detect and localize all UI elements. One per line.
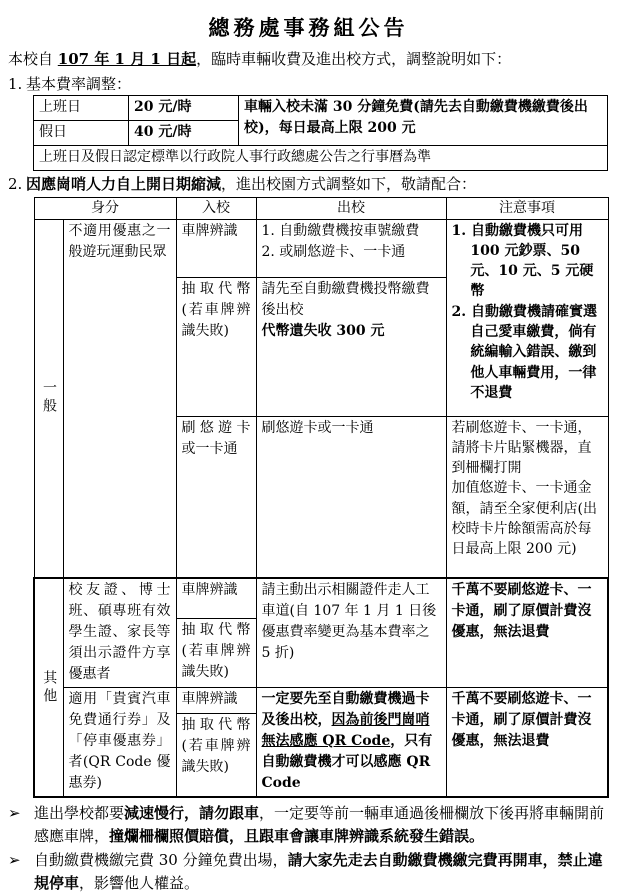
col-header-identity: 身分 <box>34 197 176 219</box>
notes-no-swipe: 千萬不要刷悠遊卡、一卡通，刷了原價計費沒優惠，無法退費 <box>446 578 608 688</box>
bullet2-s3: ，影響他人權益。 <box>79 874 199 892</box>
section1-heading <box>8 73 609 96</box>
intro-paragraph <box>8 48 609 71</box>
exit-token <box>256 277 446 416</box>
entry-token: 抽取代幣(若車牌辨識失敗) <box>176 619 256 688</box>
section1-title: 基本費率調整： <box>26 75 131 93</box>
table-header-row <box>34 197 608 219</box>
bullet1-s4-bold: 撞爛柵欄照價賠償，且跟車會讓車牌辨識系統發生錯誤。 <box>109 827 484 845</box>
bullet-pay-first <box>8 849 609 895</box>
notes-general <box>446 219 608 416</box>
exit-qr-code <box>256 688 446 798</box>
entry-token: 抽取代幣(若車牌辨識失敗) <box>176 714 256 797</box>
bullet-slow-down <box>8 802 609 849</box>
section2-heading <box>8 173 609 196</box>
rate-table <box>33 95 608 171</box>
col-header-exit: 出校 <box>256 197 446 219</box>
notes-no-swipe: 千萬不要刷悠遊卡、一卡通，刷了原價計費沒優惠，無法退費 <box>446 688 608 798</box>
intro-post: ，臨時車輛收費及進出校方式，調整說明如下： <box>196 50 511 68</box>
table-row <box>34 688 608 714</box>
entry-easycard: 刷悠遊卡或一卡通 <box>176 416 256 578</box>
bullet1-s1: 進出學校都要 <box>34 804 124 822</box>
section1-number: 1. <box>8 73 26 96</box>
entry-plate-recognition: 車牌辨識 <box>176 578 256 619</box>
note-easycard-line1: 若刷悠遊卡、一卡通，請將卡片貼緊機器，直到柵欄打開 <box>452 418 603 479</box>
bullet1-s3: ，一定要等前一輛車通過後柵欄放下後再將車輛開前感應車牌， <box>34 804 604 845</box>
footer-notes <box>8 802 609 895</box>
rate-value-holiday: 40 元/時 <box>129 121 239 146</box>
exit-item-2: 2. 或刷悠遊卡、一卡通 <box>262 242 441 263</box>
rate-value-workday: 20 元/時 <box>129 96 239 121</box>
arrow-bullet-icon: ➢ <box>8 802 34 825</box>
identity-general: 不適用優惠之一般遊玩運動民眾 <box>63 219 176 578</box>
notes-easycard <box>446 416 608 578</box>
rate-free-note: 車輛入校未滿 30 分鐘免費(請先去自動繳費機繳費後出校)，每日最高上限 200 元 <box>239 96 608 146</box>
entry-plate-recognition: 車牌辨識 <box>176 688 256 714</box>
note-item-2: 2. 自動繳費機請確實選自己愛車繳費，倘有統編輸入錯誤、繳到他人車輛費用，一律不退費 <box>452 302 603 403</box>
section2-title-rest: ，進出校園方式調整如下，敬請配合： <box>221 175 476 193</box>
section2-title-bold: 因應崗哨人力自上開日期縮減 <box>26 175 221 193</box>
arrow-bullet-icon: ➢ <box>8 849 34 872</box>
exit-item-1: 1. 自動繳費機按車號繳費 <box>262 221 441 242</box>
group-label-other: 其他 <box>34 578 63 797</box>
note-easycard-line2: 加值悠遊卡、一卡通金額，請至全家便利店(出校時卡片餘額需高於每日最高上限 200 元) <box>452 478 603 559</box>
access-table <box>33 197 609 799</box>
intro-pre: 本校自 <box>8 50 58 68</box>
page-title: 總務處事務組公告 <box>8 12 609 42</box>
effective-date: 107 年 1 月 1 日起 <box>58 50 196 68</box>
exit-easycard: 刷悠遊卡或一卡通 <box>256 416 446 578</box>
col-header-entry: 入校 <box>176 197 256 219</box>
entry-plate-recognition: 車牌辨識 <box>176 219 256 277</box>
exit-manual-lane: 請主動出示相關證件走人工車道(自 107 年 1 月 1 日後優惠費率變更為基本費率之 5 折) <box>256 578 446 688</box>
exit-qr-s2-underlined: 因為前後門崗哨無法感應 QR Code <box>262 712 430 749</box>
note-item-1: 1. 自動繳費機只可用 100 元鈔票、50 元、10 元、5 元硬幣 <box>452 221 603 302</box>
bullet2-s1: 自動繳費機繳完費 30 分鐘免費出場， <box>34 851 288 869</box>
exit-qr-s1: 一定要先至自動繳費機過卡及後出校， <box>262 691 430 728</box>
table-row <box>34 146 608 171</box>
rate-table-footnote: 上班日及假日認定標準以行政院人事行政總處公告之行事曆為準 <box>34 146 608 171</box>
exit-token-text: 請先至自動繳費機投幣繳費後出校 <box>262 279 441 321</box>
identity-discount-holders: 校友證、博士班、碩專班有效學生證、家長等須出示證件方享優惠者 <box>63 578 176 688</box>
entry-token: 抽取代幣(若車牌辨識失敗) <box>176 277 256 416</box>
section2-number: 2. <box>8 173 26 196</box>
table-row <box>34 219 608 277</box>
exit-token-lost-fee: 代幣遺失收 300 元 <box>262 321 441 342</box>
col-header-notes: 注意事項 <box>446 197 608 219</box>
bullet2-s2-bold: 請大家先走去自動繳費機繳完費再開車，禁止違規停車 <box>34 851 603 892</box>
exit-auto-pay <box>256 219 446 277</box>
rate-day-workday: 上班日 <box>34 96 129 121</box>
identity-qr-voucher: 適用「貴賓汽車免費通行券」及「停車優惠券」者(QR Code 優惠券) <box>63 688 176 798</box>
exit-qr-s3: ，只有自動繳費機才可以感應 QR Code <box>262 733 433 791</box>
group-label-general: 一般 <box>34 219 63 578</box>
bullet1-s2-bold: 減速慢行，請勿跟車 <box>124 804 259 822</box>
table-row <box>34 578 608 619</box>
table-row <box>34 96 608 121</box>
rate-day-holiday: 假日 <box>34 121 129 146</box>
